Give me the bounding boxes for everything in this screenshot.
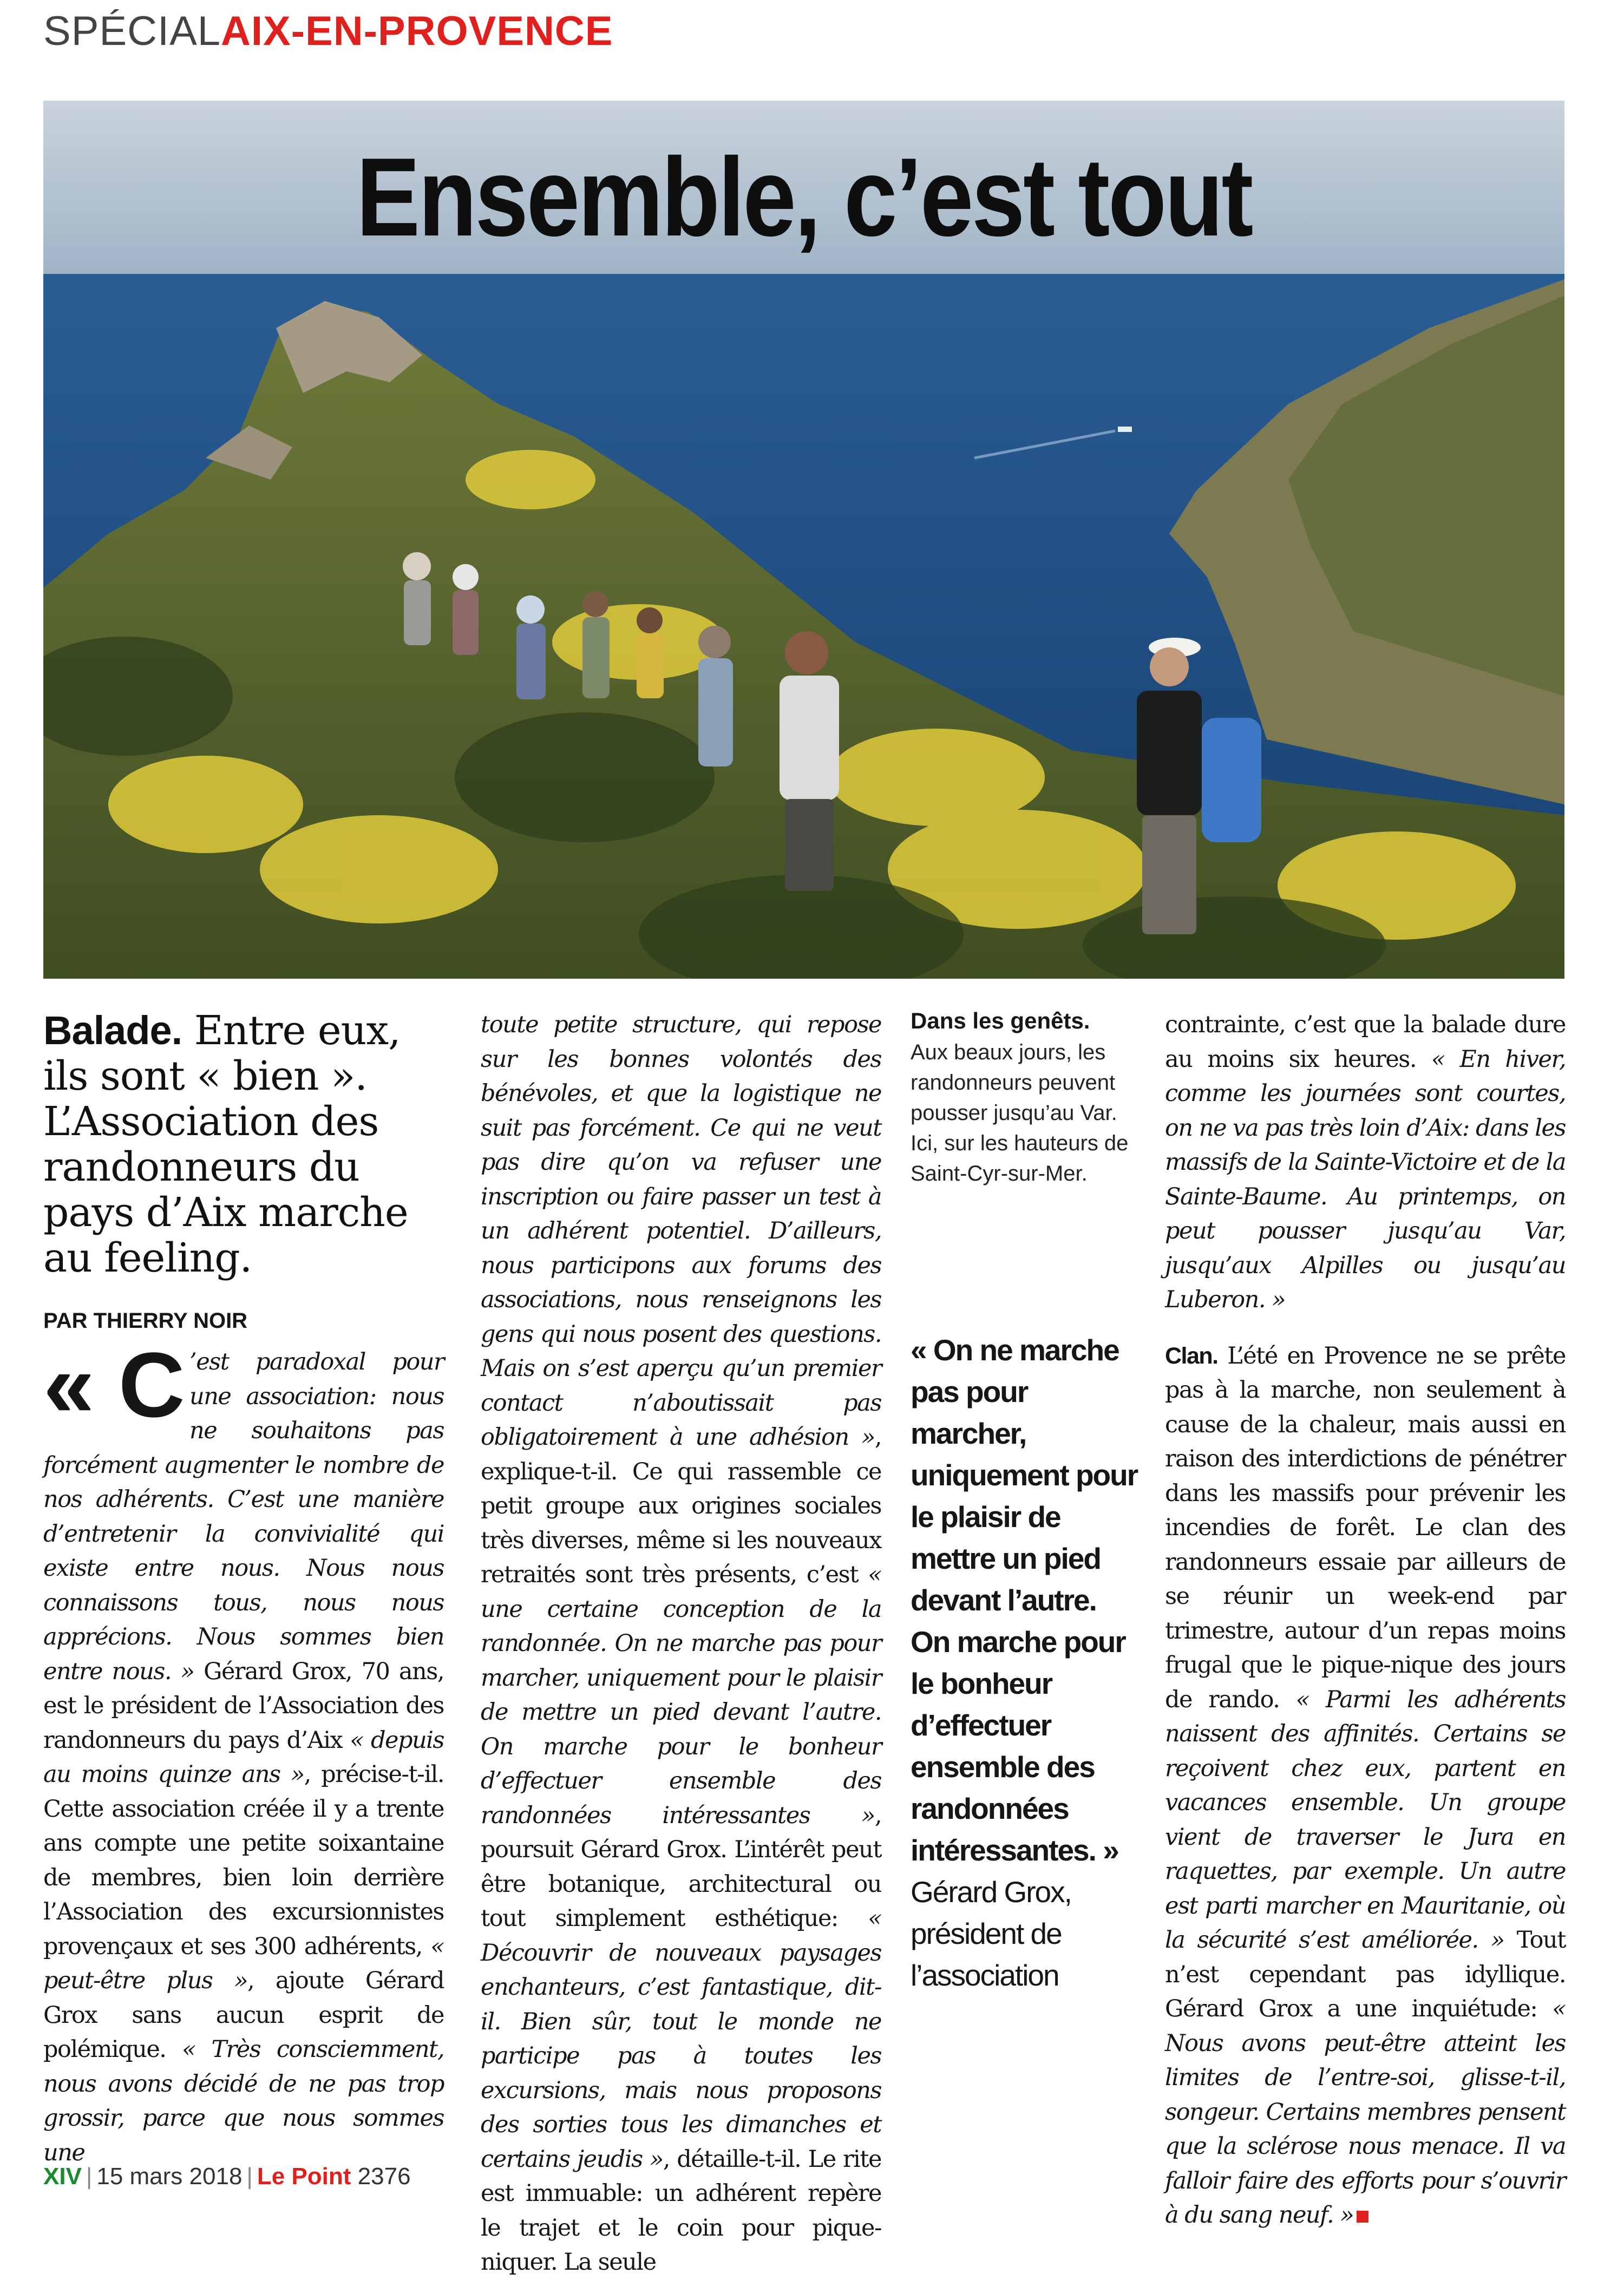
article-paragraph: « C ’est paradoxal pour une association: nous ne souhaitons pas forcément augmenter le nombre de nos adhérents. C’est une manière d’entretenir la convivialité qui existe entre nous. Nous nous connaissons tous, nous nous apprécions. Nous sommes bien entre nous. » Gérard Grox, 70 ans, est le président de l’Association des randonneurs du pays d’Aix « depuis au moins quinze ans », précise-t-il. Cette association créée il y a trente ans compte une petite soixantaine de membres, bien loin derrière l’Association des excursionnistes provençaux et ses 300 adhérents, « peut-être plus », ajoute Gérard Grox sans aucun esprit de polémique. « Très consciemment, nous avons décidé de ne pas trop grossir, parce que nous sommes une <box>43 1334 444 2166</box>
magazine-name: Le Point <box>257 2163 351 2190</box>
caption-title: Dans les genêts. <box>911 1008 1090 1033</box>
photo-caption <box>911 1008 1138 1189</box>
article-paragraph: Clan. L’été en Provence ne se prête pas à la marche, non seulement à cause de la chaleur, mais aussi en raison des interdictions de pénétrer dans les massifs pour prévenir les incendies de forêt. Le clan des randonneurs essaie par ailleurs de se réunir un week-end par trimestre, autour d’un repas moins frugal que le pique-nique des jours de rando. « Parmi les adhérents naissent des affinités. Certains se reçoivent chez eux, partent en vacances ensemble. Un groupe vient de traverser le Jura en raquettes, par exemple. Un autre est parti marcher en Mauritanie, où la sécurité s’est améliorée. » Tout n’est cependant pas idyllique. Gérard Grox a une inquiétude: « Nous avons peut-être atteint les limites de l’entre-soi, glisse-t-il, songeur. Certains membres pensent que la sclérose nous menace. Il va falloir faire des efforts pour s’ouvrir à du sang neuf. » <box>1165 1342 1566 2229</box>
pull-quote-attribution: Gérard Grox, président de l’association <box>911 1875 1071 1992</box>
lede <box>43 1008 444 1281</box>
subhead: Clan. <box>1165 1342 1218 1369</box>
issue-number: 2376 <box>357 2163 411 2190</box>
article-column-2 <box>481 1008 881 2280</box>
article-column-1 <box>43 1008 444 2170</box>
page-footer: XIV | 15 mars 2018 | Le Point 2376 <box>43 2163 411 2190</box>
pull-quote-text: « On ne marche pas pour marcher, uniquement pour le plaisir de mettre un pied devant l’autre. On marche pour le bonheur d’effectuer ensemble des randonnées intéressantes. » <box>911 1333 1138 1867</box>
end-mark-icon <box>1357 2211 1368 2223</box>
section-prefix: SPÉCIAL <box>43 8 221 54</box>
pull-quote <box>911 1329 1138 1996</box>
issue-date: 15 mars 2018 <box>96 2163 243 2190</box>
page-folio: XIV <box>43 2163 82 2190</box>
drop-cap: « C <box>43 1334 185 1437</box>
caption-text: Aux beaux jours, les randonneurs peuvent pousser jusqu’au Var. Ici, sur les hauteurs de Saint-Cyr-sur-Mer. <box>911 1040 1129 1185</box>
hero-photo <box>43 101 1564 979</box>
lede-kicker: Balade. <box>43 1008 182 1053</box>
section-name: AIX-EN-PROVENCE <box>221 8 613 54</box>
article-column-4 <box>1165 1008 1566 2233</box>
headline: Ensemble, c’est tout <box>356 135 1252 259</box>
article-paragraph: toute petite structure, qui repose sur les bonnes volontés des bénévoles, et que la logistique ne suit pas forcément. Ce qui ne veut pas dire qu’on va refuser une inscription ou faire passer un test à un adhérent potentiel. D’ailleurs, nous participons aux forums des associations, nous renseignons les gens qui nous posent des questions. Mais on s’est aperçu qu’un premier contact n’aboutissait pas obligatoirement à une adhésion », explique-t-il. Ce qui rassemble ce petit groupe aux origines sociales très diverses, même si les nouveaux retraités sont très présents, c’est « une certaine conception de la randonnée. On ne marche pas pour marcher, uniquement pour le plaisir de mettre un pied devant l’autre. On marche pour le bonheur d’effectuer ensemble des randonnées intéressantes », poursuit Gérard Grox. L’intérêt peut être botanique, architectural ou tout simplement esthétique: « Découvrir de nouveaux paysages enchanteurs, c’est fantastique, dit-il. Bien sûr, tout le monde ne participe pas à toutes les excursions, mais nous proposons des sorties tous les dimanches et certains jeudis », détaille-t-il. Le rite est immuable: un adhérent repère le trajet et le coin pour pique-niquer. La seule <box>481 1011 881 2276</box>
lede-text: Entre eux, ils sont « bien ». L’Association des randonneurs du pays d’Aix marche au feeling. <box>43 1007 408 1281</box>
sidebar-column <box>911 1008 1138 1996</box>
byline: PAR THIERRY NOIR <box>43 1309 248 1333</box>
section-header <box>43 8 613 67</box>
article-paragraph: contrainte, c’est que la balade dure au moins six heures. « En hiver, comme les journées sont courtes, on ne va pas très loin d’Aix: dans les massifs de la Sainte-Victoire et de la Sainte-Baume. Au printemps, on peut pousser jusqu’au Var, jusqu’aux Alpilles ou jusqu’au Luberon. » <box>1165 1011 1566 1313</box>
